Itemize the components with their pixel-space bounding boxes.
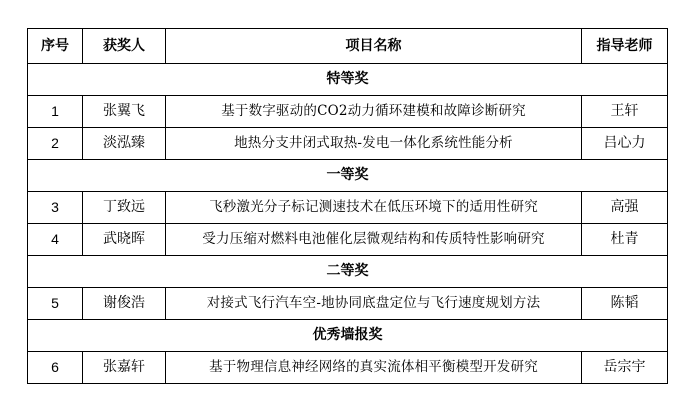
row-winner: 丁致远 — [83, 192, 166, 224]
row-project: 基于物理信息神经网络的真实流体相平衡模型开发研究 — [166, 352, 582, 384]
section-row — [28, 64, 668, 96]
row-winner: 张翼飞 — [83, 96, 166, 128]
row-number: 2 — [28, 128, 83, 160]
section-row — [28, 256, 668, 288]
row-project: 地热分支井闭式取热-发电一体化系统性能分析 — [166, 128, 582, 160]
table-row — [28, 192, 668, 224]
row-winner: 张嘉轩 — [83, 352, 166, 384]
table-row — [28, 96, 668, 128]
header-project: 项目名称 — [166, 29, 582, 64]
table-row — [28, 288, 668, 320]
row-number: 6 — [28, 352, 83, 384]
header-number: 序号 — [28, 29, 83, 64]
row-winner: 谢俊浩 — [83, 288, 166, 320]
table-row — [28, 224, 668, 256]
row-advisor: 高强 — [582, 192, 668, 224]
awards-table — [27, 28, 668, 384]
row-number: 3 — [28, 192, 83, 224]
row-advisor: 岳宗宇 — [582, 352, 668, 384]
table-row — [28, 128, 668, 160]
row-project: 飞秒激光分子标记测速技术在低压环境下的适用性研究 — [166, 192, 582, 224]
section-label-first-prize: 一等奖 — [28, 160, 668, 192]
row-winner: 武晓晖 — [83, 224, 166, 256]
row-project: 基于数字驱动的CO2动力循环建模和故障诊断研究 — [166, 96, 582, 128]
row-advisor: 吕心力 — [582, 128, 668, 160]
section-label-second-prize: 二等奖 — [28, 256, 668, 288]
section-label-poster-prize: 优秀墙报奖 — [28, 320, 668, 352]
section-row — [28, 160, 668, 192]
section-label-special-prize: 特等奖 — [28, 64, 668, 96]
row-winner: 淡泓臻 — [83, 128, 166, 160]
row-project: 受力压缩对燃料电池催化层微观结构和传质特性影响研究 — [166, 224, 582, 256]
section-row — [28, 320, 668, 352]
row-number: 5 — [28, 288, 83, 320]
row-number: 1 — [28, 96, 83, 128]
row-number: 4 — [28, 224, 83, 256]
header-advisor: 指导老师 — [582, 29, 668, 64]
row-advisor: 王轩 — [582, 96, 668, 128]
row-project: 对接式飞行汽车空-地协同底盘定位与飞行速度规划方法 — [166, 288, 582, 320]
row-advisor: 杜青 — [582, 224, 668, 256]
header-winner: 获奖人 — [83, 29, 166, 64]
table-row — [28, 352, 668, 384]
header-row — [28, 29, 668, 64]
row-advisor: 陈韬 — [582, 288, 668, 320]
